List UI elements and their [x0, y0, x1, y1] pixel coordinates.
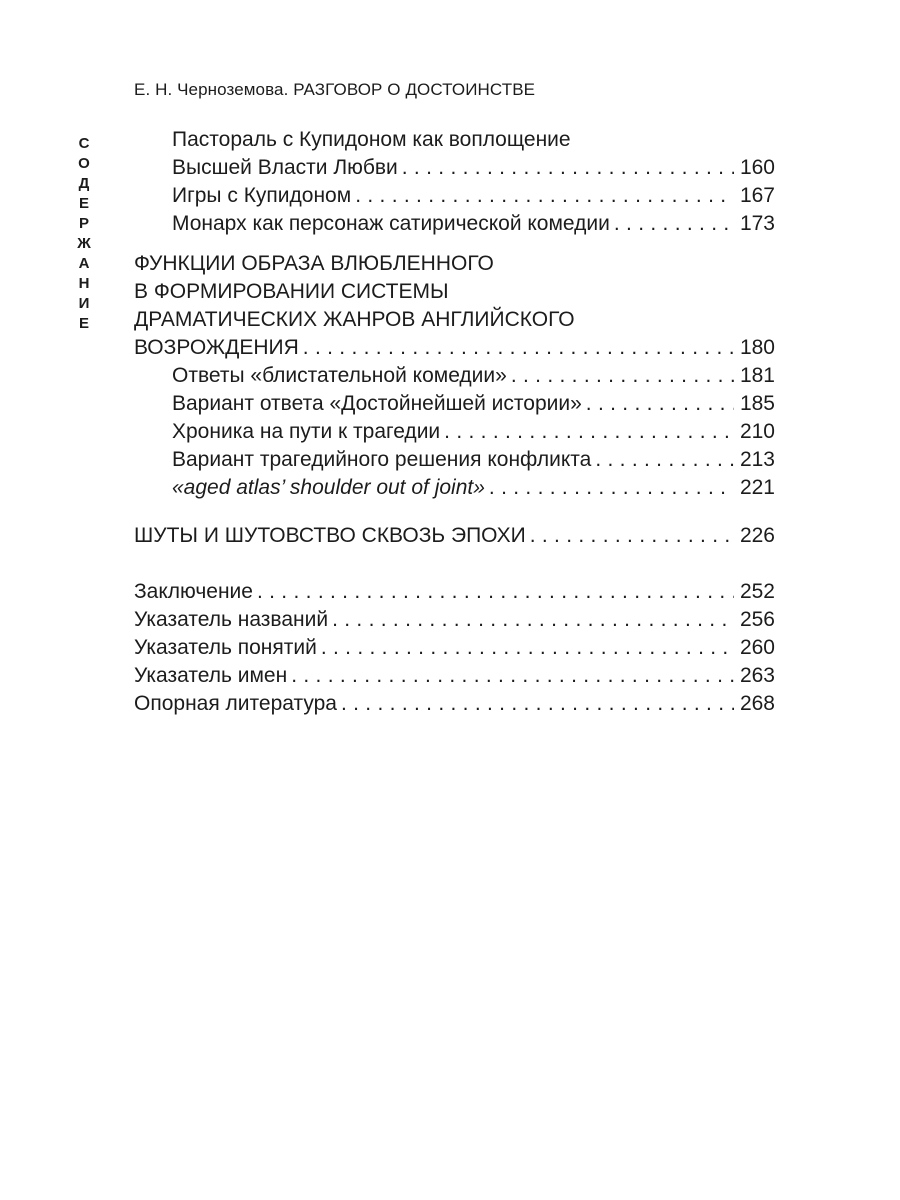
toc-entry[interactable] [134, 578, 775, 606]
toc-entry-title: Указатель понятий [134, 636, 317, 659]
toc-entry-title: Опорная литература [134, 692, 337, 715]
toc-page-number: 226 [739, 524, 775, 547]
toc-entry[interactable] [172, 126, 775, 154]
toc-entry-title: Указатель названий [134, 608, 329, 631]
dot-leader [253, 578, 734, 606]
toc-entry-title: Вариант трагедийного решения конфликта [172, 448, 592, 471]
toc-page-number: 160 [739, 156, 775, 179]
toc-page-number: 181 [739, 364, 775, 387]
dot-leader [440, 418, 734, 446]
dot-leader [287, 662, 734, 690]
toc-page-number: 268 [739, 692, 775, 715]
toc-entry-title: Пастораль с Купидоном как воплощение [172, 128, 571, 151]
toc-chapter-heading[interactable] [134, 306, 775, 334]
side-label-contents [74, 134, 94, 334]
toc-page-number: 256 [739, 608, 775, 631]
toc-chapter-title: ШУТЫ И ШУТОВСТВО СКВОЗЬ ЭПОХИ [134, 524, 526, 547]
toc-page-number: 180 [739, 336, 775, 359]
toc-entry[interactable] [172, 446, 775, 474]
toc-entry[interactable] [172, 390, 775, 418]
side-label-letter: О [78, 155, 90, 172]
toc-entry[interactable] [134, 606, 775, 634]
side-label-letter: Р [78, 215, 89, 232]
toc-chapter-title: ДРАМАТИЧЕСКИХ ЖАНРОВ АНГЛИЙСКОГО [134, 308, 575, 331]
dot-leader [351, 182, 734, 210]
side-label-letter: Ж [77, 235, 91, 252]
toc-page-number: 185 [739, 392, 775, 415]
dot-leader [328, 606, 734, 634]
toc-entry-title: «aged atlas’ shoulder out of joint» [172, 476, 485, 499]
side-label-letter: С [78, 135, 90, 152]
dot-leader [337, 690, 734, 718]
toc-page-number: 210 [739, 420, 775, 443]
toc-entry[interactable] [172, 418, 775, 446]
toc-page-number: 173 [739, 212, 775, 235]
toc-entry-title: Монарх как персонаж сатирической комедии [172, 212, 610, 235]
toc-entry[interactable] [172, 154, 775, 182]
toc-entry[interactable] [172, 474, 775, 502]
toc-entry-title: Хроника на пути к трагедии [172, 420, 441, 443]
toc-entry[interactable] [172, 182, 775, 210]
toc-page-number: 252 [739, 580, 775, 603]
dot-leader [398, 154, 734, 182]
dot-leader [317, 634, 734, 662]
side-label-letter: А [78, 255, 90, 272]
side-label-letter: И [78, 295, 90, 312]
toc-chapter-heading[interactable] [134, 278, 775, 306]
toc-page-number: 221 [739, 476, 775, 499]
side-label-letter: Д [78, 175, 90, 192]
toc-entry-title: Заключение [134, 580, 253, 603]
toc-page-number: 263 [739, 664, 775, 687]
toc-chapter-heading[interactable] [134, 250, 775, 278]
running-head: Е. Н. Черноземова. РАЗГОВОР О ДОСТОИНСТВЕ [134, 80, 536, 99]
toc-chapter-heading[interactable] [134, 334, 775, 362]
dot-leader [610, 210, 734, 238]
toc-entry-title: Указатель имен [134, 664, 288, 687]
toc-chapter-title: ФУНКЦИИ ОБРАЗА ВЛЮБЛЕННОГО [134, 252, 494, 275]
dot-leader [526, 522, 734, 550]
toc-chapter-heading[interactable] [134, 522, 775, 550]
toc-entry-title: Игры с Купидоном [172, 184, 352, 207]
dot-leader [299, 334, 734, 362]
toc-entry[interactable] [172, 362, 775, 390]
dot-leader [582, 390, 734, 418]
toc-entry[interactable] [134, 662, 775, 690]
toc-entry-title: Ответы «блистательной комедии» [172, 364, 507, 387]
toc-page-number: 213 [739, 448, 775, 471]
toc-entry-title: Вариант ответа «Достойнейшей истории» [172, 392, 582, 415]
toc-entry[interactable] [172, 210, 775, 238]
toc-entry[interactable] [134, 690, 775, 718]
dot-leader [485, 474, 734, 502]
side-label-letter: Е [78, 195, 89, 212]
dot-leader [591, 446, 734, 474]
toc-page-number: 167 [739, 184, 775, 207]
toc-page-number: 260 [739, 636, 775, 659]
toc-entry-title: Высшей Власти Любви [172, 156, 398, 179]
side-label-letter: Н [78, 275, 90, 292]
dot-leader [507, 362, 734, 390]
toc-chapter-title: В ФОРМИРОВАНИИ СИСТЕМЫ [134, 280, 449, 303]
toc-entry[interactable] [134, 634, 775, 662]
toc-chapter-title: ВОЗРОЖДЕНИЯ [134, 336, 299, 359]
side-label-letter: Е [78, 315, 89, 332]
